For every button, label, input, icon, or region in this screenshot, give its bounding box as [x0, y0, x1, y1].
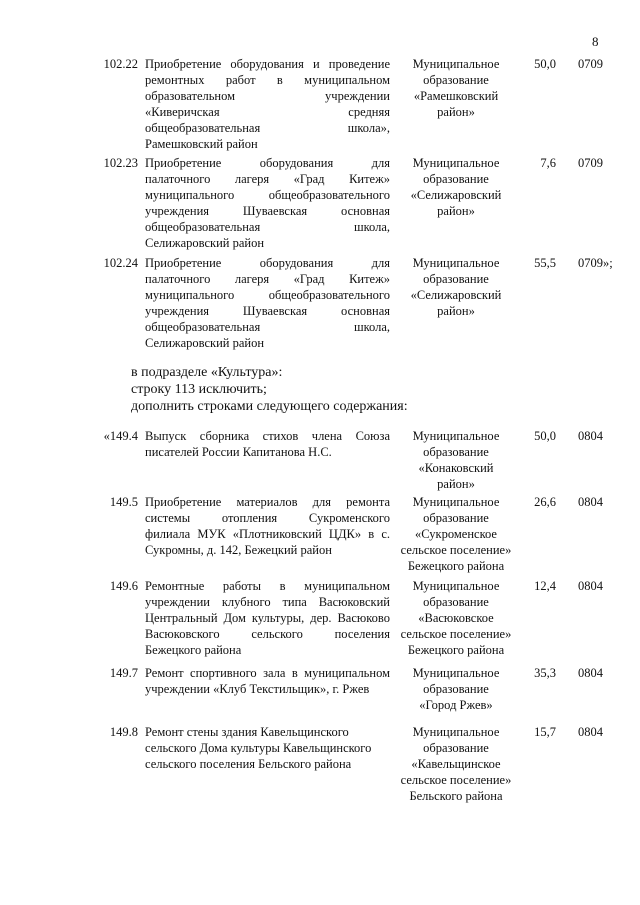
recipient-line: образование: [423, 272, 489, 286]
recipient-line: Муниципальное: [412, 666, 500, 680]
recipient-line: район»: [437, 204, 475, 218]
description-line: Центральный Дом культуры, дер. Васюково: [145, 611, 390, 625]
description-line: общеобразовательная школа,: [145, 320, 390, 334]
row-description: [145, 255, 390, 351]
row-description: [145, 494, 390, 558]
description-line: Васюковского сельского поселения: [145, 627, 390, 641]
description-line: ремонтных работ в муниципальном: [145, 73, 390, 87]
recipient-line: район»: [437, 477, 475, 491]
row-amount: 15,7: [534, 725, 556, 739]
row-number: «149.4: [103, 429, 138, 443]
description-line: сельского поселения Бельского района: [145, 757, 352, 771]
recipient-line: сельское поселение»: [400, 543, 512, 557]
recipient-line: Муниципальное: [412, 429, 500, 443]
row-recipient: [395, 665, 517, 713]
description-line: Рамешковский район: [145, 137, 258, 151]
recipient-line: Муниципальное: [412, 579, 500, 593]
description-line: общеобразовательная школа,: [145, 220, 390, 234]
recipient-line: образование: [423, 445, 489, 459]
recipient-line: «Кавельщинское: [411, 757, 501, 771]
description-line: Приобретение оборудования и проведение: [145, 57, 390, 71]
instruction-line: строку 113 исключить;: [131, 382, 267, 397]
row-code: 0804: [578, 579, 603, 593]
description-line: общеобразовательная школа»,: [145, 121, 390, 135]
recipient-line: «Конаковский: [418, 461, 494, 475]
recipient-line: образование: [423, 595, 489, 609]
recipient-line: образование: [423, 172, 489, 186]
description-line: Селижаровский район: [145, 236, 265, 250]
row-number: 149.6: [109, 579, 138, 593]
description-line: образовательном учреждении: [145, 89, 390, 103]
page-number: 8: [592, 34, 599, 49]
recipient-line: «Селижаровский: [410, 288, 502, 302]
row-code: 0804: [578, 429, 603, 443]
recipient-line: образование: [423, 682, 489, 696]
instruction-line: в подразделе «Культура»:: [131, 365, 283, 380]
description-line: учреждении «Клуб Текстильщик», г. Ржев: [145, 682, 370, 696]
row-number: 102.23: [103, 156, 138, 170]
description-line: палаточного лагеря «Град Китеж»: [145, 272, 390, 286]
recipient-line: сельское поселение»: [400, 773, 512, 787]
recipient-line: сельское поселение»: [400, 627, 512, 641]
description-line: филиала МУК «Плотниковский ЦДК» в с.: [145, 527, 390, 541]
recipient-line: район»: [437, 105, 475, 119]
description-line: Выпуск сборника стихов члена Союза: [145, 429, 390, 443]
description-line: Приобретение оборудования для: [145, 156, 390, 170]
row-number: 102.24: [103, 256, 138, 270]
row-amount: 7,6: [540, 156, 556, 170]
row-code: 0804: [578, 725, 603, 739]
instruction-line: дополнить строками следующего содержания:: [131, 399, 408, 414]
row-description: [145, 578, 390, 658]
row-recipient: [395, 428, 517, 492]
recipient-line: Муниципальное: [412, 156, 500, 170]
row-amount: 55,5: [534, 256, 556, 270]
row-code: 0709»;: [578, 256, 613, 270]
recipient-line: Бежецкого района: [407, 643, 505, 657]
description-line: «Киверичская средняя: [145, 105, 390, 119]
row-number: 149.5: [109, 495, 138, 509]
row-recipient: [395, 56, 517, 120]
description-line: учреждения Шуваевская основная: [145, 204, 390, 218]
recipient-line: Муниципальное: [412, 57, 500, 71]
row-number: 102.22: [103, 57, 138, 71]
recipient-line: образование: [423, 741, 489, 755]
description-line: Ремонт спортивного зала в муниципальном: [145, 666, 390, 680]
recipient-line: район»: [437, 304, 475, 318]
row-code: 0709: [578, 156, 603, 170]
description-line: Ремонт стены здания Кавельщинского: [145, 725, 349, 739]
recipient-line: «Сукроменское: [415, 527, 497, 541]
row-recipient: [395, 155, 517, 219]
row-description: [145, 428, 390, 460]
row-description: [145, 155, 390, 251]
description-line: Сукромны, д. 142, Бежецкий район: [145, 543, 332, 557]
description-line: учреждении клубного типа Васюковский: [145, 595, 390, 609]
recipient-line: Муниципальное: [412, 495, 500, 509]
recipient-line: Бельского района: [409, 789, 503, 803]
description-line: Селижаровский район: [145, 336, 265, 350]
row-code: 0804: [578, 495, 603, 509]
row-number: 149.8: [109, 725, 138, 739]
description-line: муниципального общеобразовательного: [145, 288, 390, 302]
row-amount: 50,0: [534, 57, 556, 71]
description-line: системы отопления Сукроменского: [145, 511, 390, 525]
recipient-line: «Селижаровский: [410, 188, 502, 202]
row-code: 0709: [578, 57, 603, 71]
row-recipient: [395, 494, 517, 574]
row-recipient: [395, 724, 517, 804]
row-amount: 12,4: [534, 579, 556, 593]
description-line: Приобретение материалов для ремонта: [145, 495, 390, 509]
description-line: сельского Дома культуры Кавельщинского: [145, 741, 372, 755]
recipient-line: Муниципальное: [412, 725, 500, 739]
recipient-line: образование: [423, 511, 489, 525]
recipient-line: Муниципальное: [412, 256, 500, 270]
row-description: [145, 724, 390, 772]
recipient-line: «Рамешковский: [413, 89, 499, 103]
row-recipient: [395, 578, 517, 658]
row-code: 0804: [578, 666, 603, 680]
description-line: писателей России Капитанова Н.С.: [145, 445, 332, 459]
recipient-line: Бежецкого района: [407, 559, 505, 573]
recipient-line: «Васюковское: [418, 611, 494, 625]
row-amount: 50,0: [534, 429, 556, 443]
amendment-instructions: [131, 364, 408, 415]
recipient-line: образование: [423, 73, 489, 87]
description-line: Бежецкого района: [145, 643, 242, 657]
row-amount: 26,6: [534, 495, 556, 509]
row-number: 149.7: [109, 666, 138, 680]
description-line: палаточного лагеря «Град Китеж»: [145, 172, 390, 186]
description-line: Приобретение оборудования для: [145, 256, 390, 270]
description-line: учреждения Шуваевская основная: [145, 304, 390, 318]
row-description: [145, 665, 390, 697]
row-description: [145, 56, 390, 152]
description-line: Ремонтные работы в муниципальном: [145, 579, 390, 593]
row-recipient: [395, 255, 517, 319]
recipient-line: «Город Ржев»: [419, 698, 493, 712]
description-line: муниципального общеобразовательного: [145, 188, 390, 202]
row-amount: 35,3: [534, 666, 556, 680]
